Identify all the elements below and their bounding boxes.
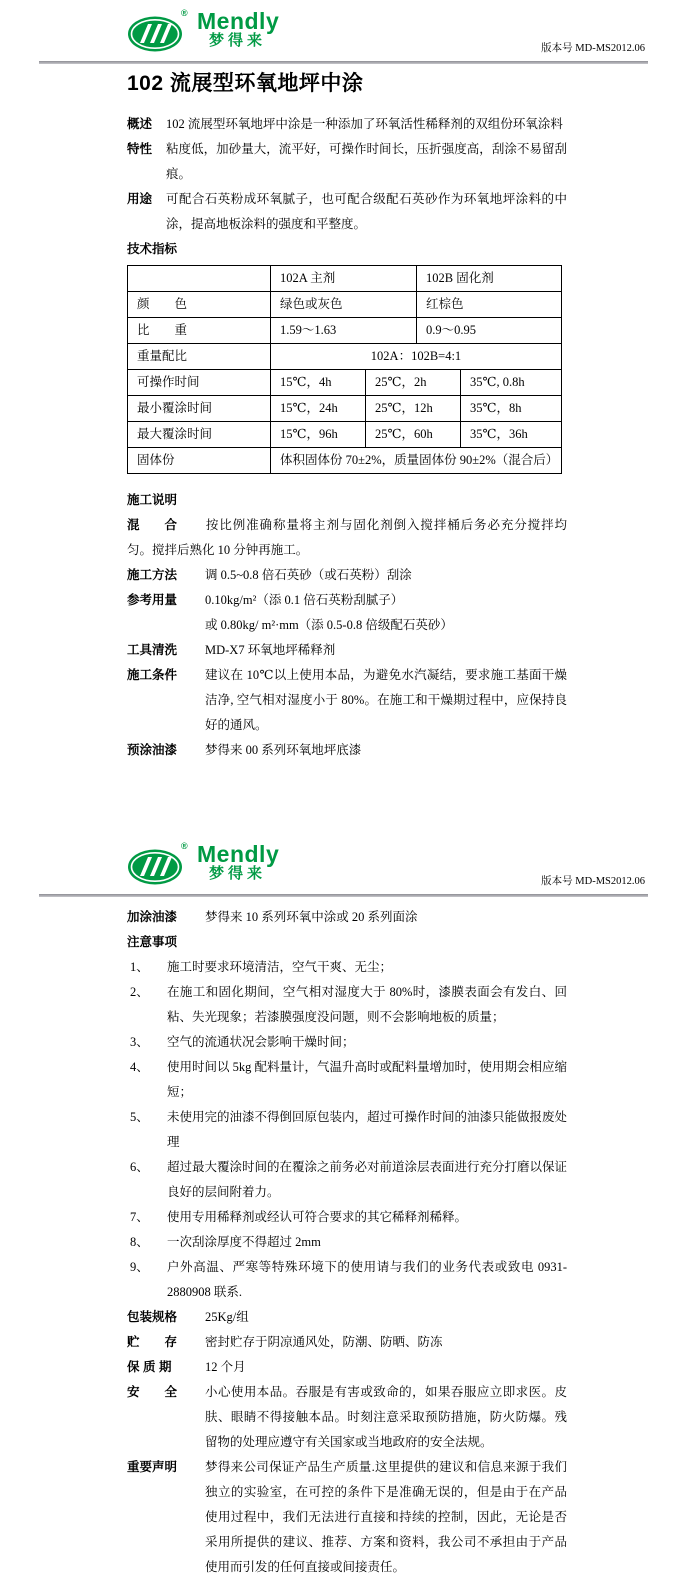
note-text: 空气的流通状况会影响干燥时间；	[167, 1035, 355, 1049]
page-2-content	[127, 897, 567, 1580]
table-cell: 重量配比	[137, 349, 188, 363]
note-text: 未使用完的油漆不得倒回原包装内，超过可操作时间的油漆只能做报废处理	[167, 1110, 568, 1149]
brand-name-cn: 梦得来	[209, 865, 267, 882]
construction-label: 施工方法	[127, 568, 178, 582]
version-label: 版本号 MD-MS2012.06	[541, 876, 645, 887]
table-cell: 25℃，2h	[365, 370, 460, 395]
usage-line-2: 或 0.80kg/ m²·mm（添 0.5-0.8 倍级配石英砂）	[205, 618, 453, 632]
table-row	[128, 421, 561, 447]
construction-text: MD-X7 环氧地坪稀释剂	[205, 643, 336, 657]
construction-label: 工具清洗	[127, 643, 178, 657]
recoat-label: 加涂油漆	[127, 910, 178, 924]
note-item	[127, 1105, 567, 1155]
note-number: 2、	[130, 985, 149, 999]
note-number: 3、	[130, 1035, 149, 1049]
mendly-logo-icon	[127, 843, 193, 892]
page-1	[0, 0, 687, 763]
info-label: 包装规格	[127, 1310, 178, 1324]
note-text: 在施工和固化期间，空气相对湿度大于 80%时，漆膜表面会有发白、回粘、失光现象；若漆膜强度没问题，则不会影响地板的质量；	[167, 985, 567, 1024]
table-row	[128, 447, 561, 473]
info-label: 保 质 期	[127, 1360, 172, 1374]
mixing-text: 按比例准确称量将主剂与固化剂倒入搅拌桶后务必充分搅拌均匀。搅拌后熟化 10 分钟再施工。	[127, 518, 567, 557]
table-cell: 15℃，4h	[270, 370, 365, 395]
construction-row	[127, 563, 567, 588]
notes-heading: 注意事项	[127, 935, 178, 949]
construction-text: 梦得来 00 系列环氧地坪底漆	[205, 743, 362, 757]
document-title: 102 流展型环氧地坪中涂	[127, 72, 364, 95]
table-cell: 15℃，24h	[270, 396, 365, 421]
spec-table	[127, 265, 562, 474]
note-number: 1、	[130, 960, 149, 974]
mixing-paragraph	[127, 513, 567, 563]
table-cell: 102A 主剂	[270, 266, 416, 291]
table-cell: 绿色或灰色	[270, 292, 416, 317]
info-text: 25Kg/组	[205, 1310, 249, 1324]
note-number: 6、	[130, 1160, 149, 1174]
tech-spec-heading: 技术指标	[127, 242, 178, 256]
header-rule	[39, 61, 648, 64]
intro-label: 概述	[127, 117, 153, 131]
intro-row	[127, 187, 567, 237]
note-text: 超过最大覆涂时间的在覆涂之前务必对前道涂层表面进行充分打磨以保证良好的层间附着力。	[167, 1160, 568, 1199]
table-row	[128, 343, 561, 369]
intro-row	[127, 112, 567, 137]
intro-text: 可配合石英粉成环氧腻子，也可配合级配石英砂作为环氧地坪涂料的中涂，提高地板涂料的强度和平整度。	[166, 192, 567, 231]
construction-label: 预涂油漆	[127, 743, 178, 757]
construction-row	[127, 663, 567, 738]
intro-text: 102 流展型环氧地坪中涂是一种添加了环氧活性稀释剂的双组份环氧涂料	[166, 117, 563, 131]
info-text: 梦得来公司保证产品生产质量.这里提供的建议和信息来源于我们独立的实验室，在可控的条件下是准确无误的，但是由于在产品使用过程中，我们无法进行直接和持续的控制，因此，无论是否采用所提供的建议、推荐、方案和资料，我公司不承担由于产品使用而引发的任何直接或间接责任。	[205, 1460, 567, 1574]
brand-logo	[127, 843, 279, 892]
table-cell: 25℃，60h	[365, 422, 460, 447]
note-item	[127, 1205, 567, 1230]
construction-text	[205, 588, 567, 638]
construction-row	[127, 588, 567, 638]
recoat-text: 梦得来 10 系列环氧中涂或 20 系列面涂	[205, 910, 418, 924]
info-row	[127, 1380, 567, 1455]
recoat-row	[127, 905, 567, 930]
registered-mark: ®	[181, 8, 188, 18]
table-cell: 102A：102B=4:1	[270, 344, 561, 369]
brand-name-cn: 梦得来	[209, 32, 267, 49]
table-cell	[128, 266, 270, 291]
table-cell: 35℃，36h	[460, 422, 561, 447]
table-cell: 最大覆涂时间	[137, 427, 213, 441]
table-cell: 固体份	[137, 453, 175, 467]
brand-text	[197, 843, 279, 883]
table-cell: 比 重	[137, 323, 188, 337]
construction-text: 建议在 10℃以上使用本品，为避免水汽凝结，要求施工基面干燥洁净, 空气相对湿度小于 80%。在施工和干燥期过程中，应保持良好的通风。	[205, 668, 567, 732]
construction-row	[127, 738, 567, 763]
info-label: 安 全	[127, 1385, 178, 1399]
page-2-header	[0, 833, 687, 894]
note-item	[127, 1255, 567, 1305]
note-number: 8、	[130, 1235, 149, 1249]
note-item	[127, 1230, 567, 1255]
page-1-content	[127, 71, 567, 763]
construction-row	[127, 638, 567, 663]
intro-label: 特性	[127, 142, 153, 156]
table-cell: 25℃，12h	[365, 396, 460, 421]
table-cell: 红棕色	[416, 292, 561, 317]
info-label: 重要声明	[127, 1460, 178, 1474]
table-cell: 0.9～0.95	[416, 318, 561, 343]
construction-heading: 施工说明	[127, 493, 178, 507]
table-cell: 颜 色	[137, 297, 188, 311]
table-cell: 最小覆涂时间	[137, 401, 213, 415]
table-cell: 可操作时间	[137, 375, 200, 389]
mixing-label: 混 合	[127, 518, 178, 532]
mendly-logo-icon	[127, 10, 193, 59]
table-row	[128, 369, 561, 395]
info-label: 贮 存	[127, 1335, 178, 1349]
note-item	[127, 1055, 567, 1105]
info-row	[127, 1355, 567, 1380]
brand-name-en: Mendly	[197, 841, 280, 867]
table-cell: 1.59～1.63	[270, 318, 416, 343]
info-row	[127, 1330, 567, 1355]
table-row	[128, 291, 561, 317]
table-cell: 35℃，8h	[460, 396, 561, 421]
construction-text: 调 0.5~0.8 倍石英砂（或石英粉）刮涂	[205, 568, 412, 582]
note-item	[127, 955, 567, 980]
info-row	[127, 1455, 567, 1580]
note-number: 7、	[130, 1210, 149, 1224]
brand-name-en: Mendly	[197, 8, 280, 34]
info-text: 小心使用本品。吞服是有害或致命的，如果吞服应立即求医。皮肤、眼睛不得接触本品。时刻注意采取预防措施，防火防爆。残留物的处理应遵守有关国家或当地政府的安全法规。	[205, 1385, 567, 1449]
brand-text	[197, 10, 279, 50]
table-cell: 35℃, 0.8h	[460, 370, 561, 395]
note-number: 9、	[130, 1260, 149, 1274]
construction-label: 施工条件	[127, 668, 178, 682]
intro-row	[127, 137, 567, 187]
registered-mark: ®	[181, 841, 188, 851]
table-cell: 15℃，96h	[270, 422, 365, 447]
note-item	[127, 1030, 567, 1055]
note-item	[127, 980, 567, 1030]
note-number: 4、	[130, 1060, 149, 1074]
note-text: 使用专用稀释剂或经认可符合要求的其它稀释剂稀释。	[167, 1210, 468, 1224]
table-row	[128, 266, 561, 291]
usage-line-1: 0.10kg/m²（添 0.1 倍石英粉刮腻子）	[205, 593, 404, 607]
table-cell: 体积固体份 70±2%，质量固体份 90±2%（混合后）	[270, 448, 561, 473]
note-text: 使用时间以 5kg 配料量计，气温升高时或配料量增加时，使用期会相应缩短；	[167, 1060, 568, 1099]
table-row	[128, 317, 561, 343]
note-number: 5、	[130, 1110, 149, 1124]
version-label: 版本号 MD-MS2012.06	[541, 43, 645, 54]
page-1-header	[0, 0, 687, 61]
intro-text: 粘度低，加砂量大，流平好，可操作时间长，压折强度高，刮涂不易留刮痕。	[166, 142, 567, 181]
construction-label: 参考用量	[127, 593, 178, 607]
info-text: 12 个月	[205, 1360, 246, 1374]
table-row	[128, 395, 561, 421]
intro-label: 用途	[127, 192, 153, 206]
brand-logo	[127, 10, 279, 59]
note-text: 施工时要求环境清洁，空气干爽、无尘；	[167, 960, 393, 974]
note-item	[127, 1155, 567, 1205]
note-text: 一次刮涂厚度不得超过 2mm	[167, 1235, 321, 1249]
page-2	[0, 833, 687, 1580]
info-row	[127, 1305, 567, 1330]
info-text: 密封贮存于阴凉通风处，防潮、防晒、防冻	[205, 1335, 443, 1349]
table-cell: 102B 固化剂	[416, 266, 561, 291]
note-text: 户外高温、严寒等特殊环境下的使用请与我们的业务代表或致电 0931-2880908 联系.	[167, 1260, 567, 1299]
